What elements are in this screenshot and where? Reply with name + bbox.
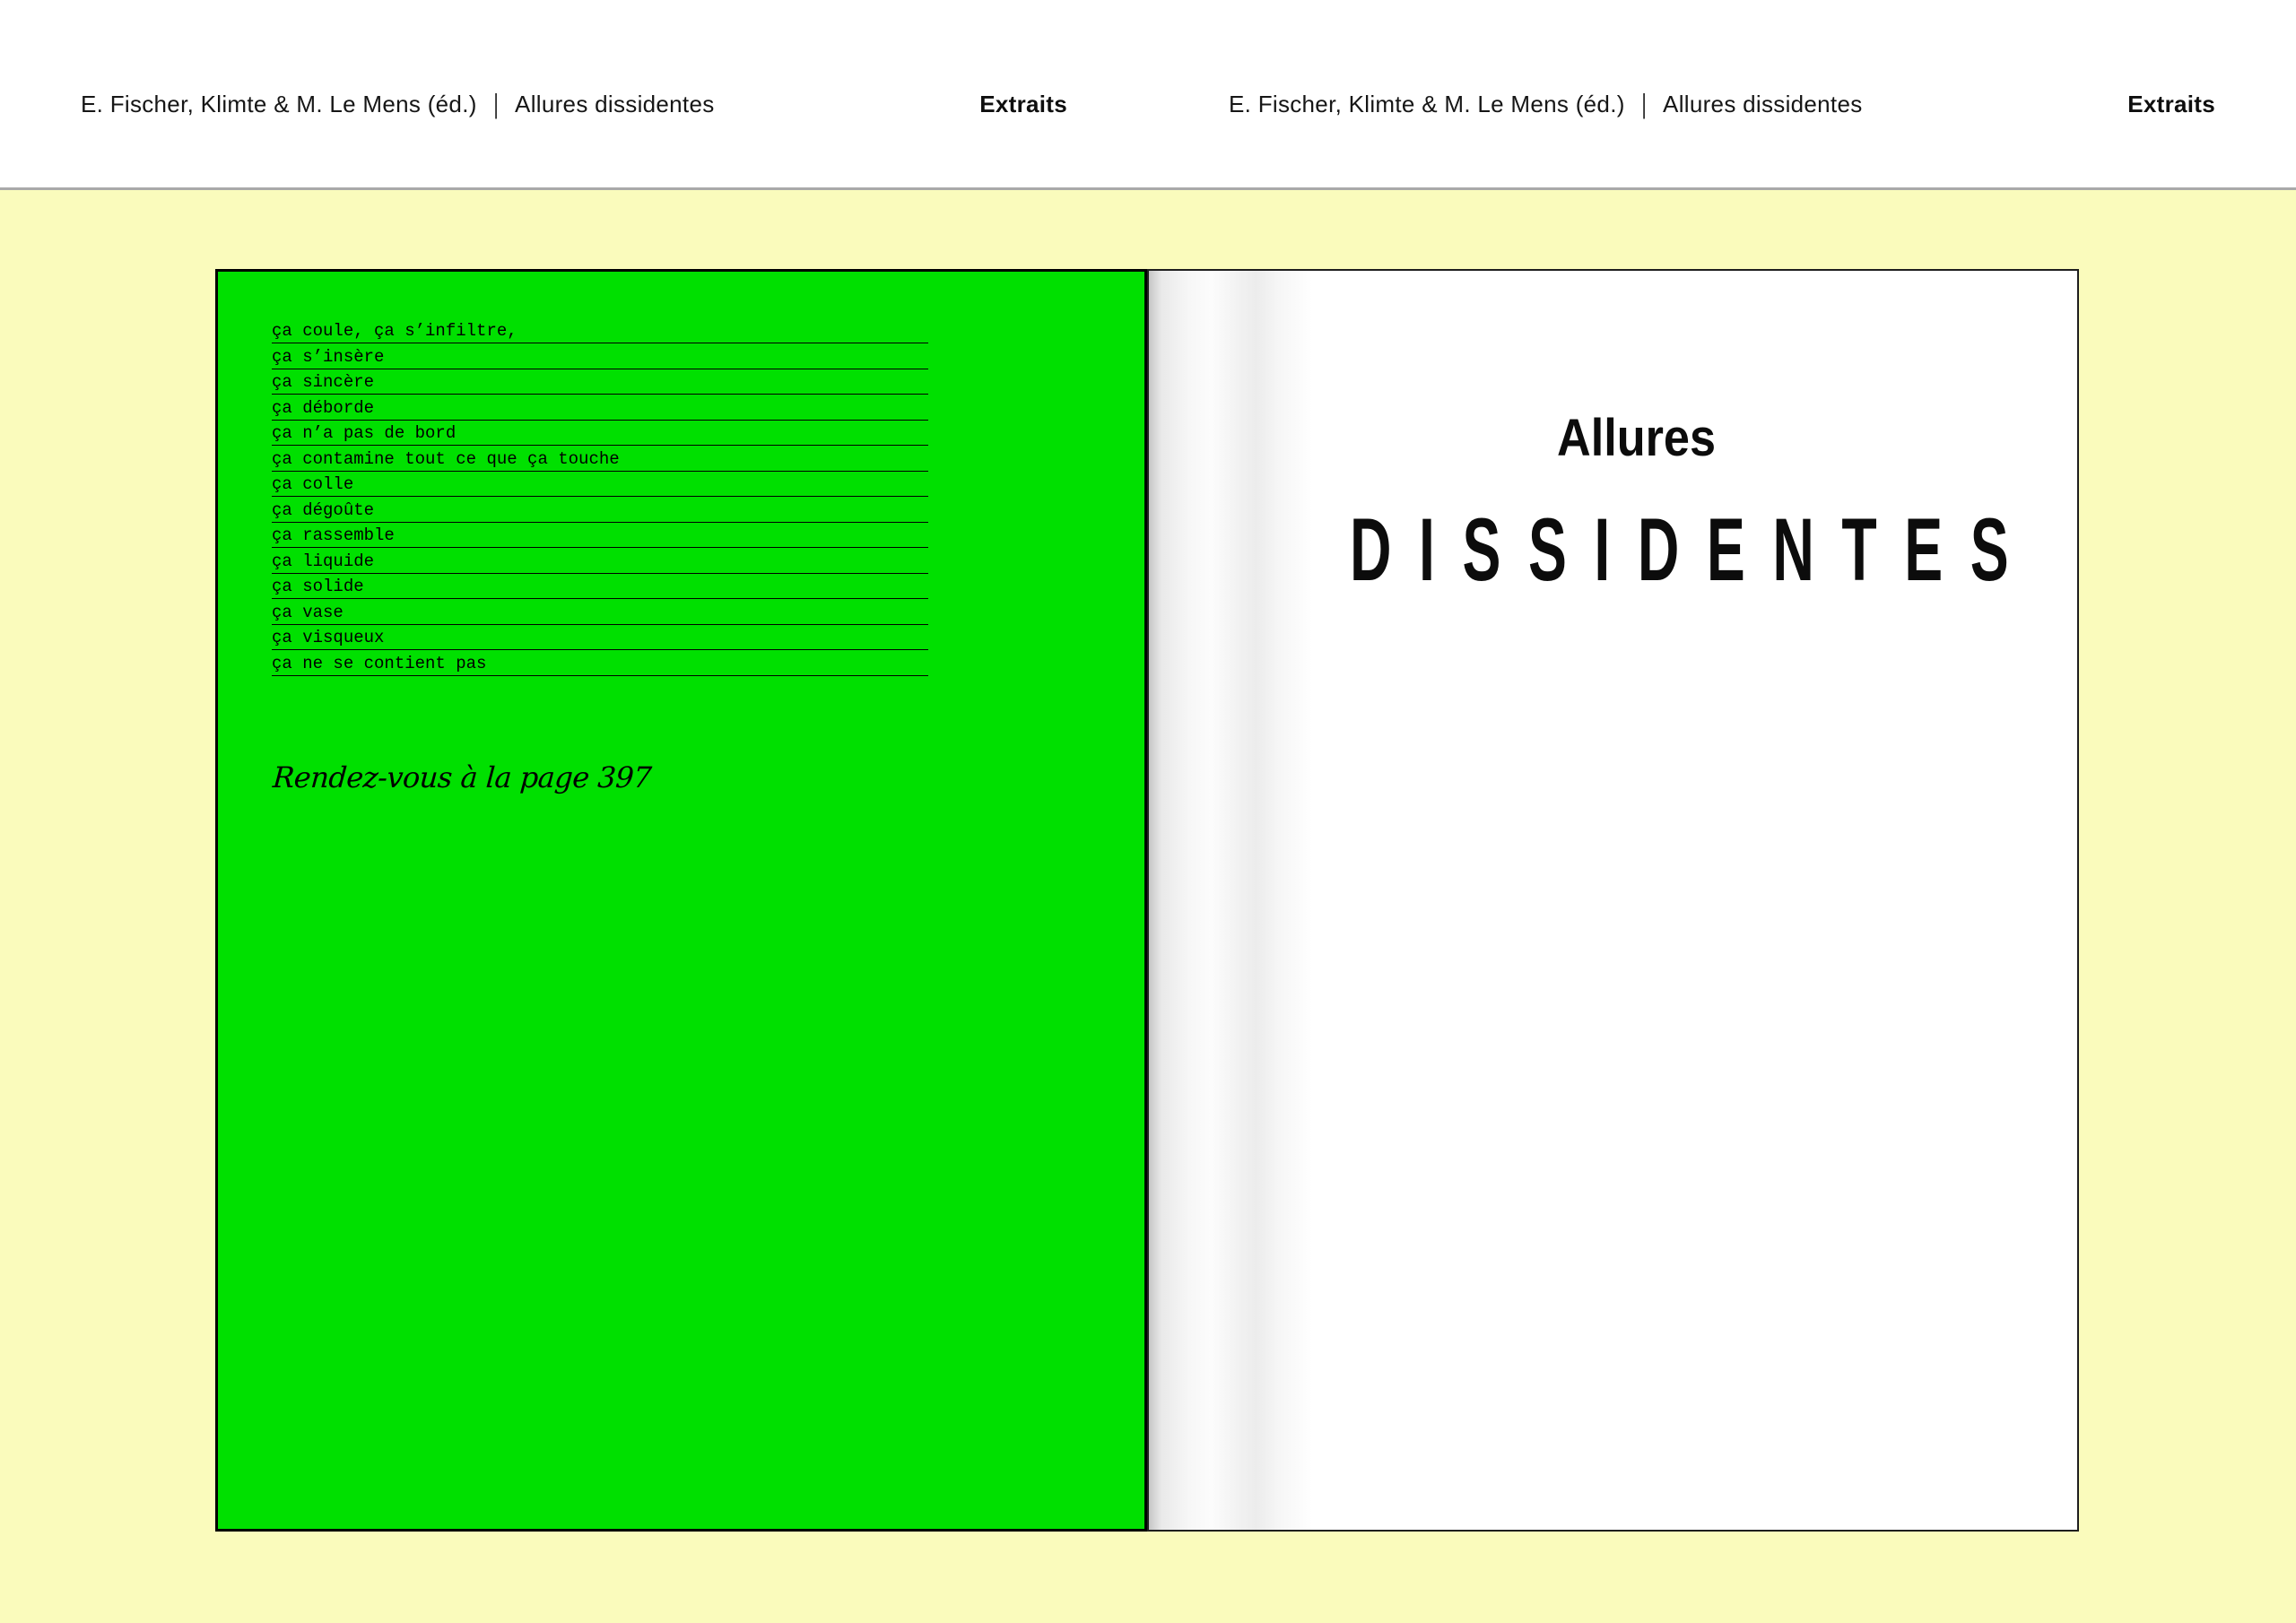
running-header-left [0,0,1148,187]
header-meta-left [81,89,715,121]
list-line: ça contamine tout ce que ça touche [272,449,928,472]
header-book-title: Allures dissidentes [1663,91,1863,117]
list-line: ça ne se contient pas [272,654,928,676]
right-page [1147,269,2079,1532]
left-page [215,269,1147,1532]
list-line: ça vase [272,603,928,625]
book-title-line2: DISSIDENTES [1350,499,2037,600]
header-separator-icon: | [492,87,499,119]
list-line: ça colle [272,474,928,497]
header-authors: E. Fischer, Klimte & M. Le Mens (éd.) [1229,91,1625,117]
book-spread [215,269,2079,1532]
header-section-label-right: Extraits [2127,91,2215,117]
list-line: ça s’insère [272,347,928,369]
header-section-label-left: Extraits [979,91,1067,117]
header-authors: E. Fischer, Klimte & M. Le Mens (éd.) [81,91,477,117]
list-line: ça liquide [272,551,928,574]
handwritten-note: Rendez-vous à la page 397 [272,760,653,794]
header-book-title: Allures dissidentes [515,91,715,117]
doc-header [0,0,2296,190]
list-line: ça visqueux [272,628,928,650]
list-line: ça rassemble [272,525,928,548]
list-line: ça déborde [272,398,928,421]
list-line: ça dégoûte [272,500,928,523]
header-meta-right [1229,89,1863,121]
list-line: ça coule, ça s’infiltre, [272,321,928,343]
ca-list [272,321,928,679]
list-line: ça n’a pas de bord [272,423,928,446]
book-title-line1: Allures [1557,408,1716,467]
running-header-right [1148,0,2296,187]
header-separator-icon: | [1640,87,1647,119]
list-line: ça sincère [272,372,928,395]
list-line: ça solide [272,577,928,599]
